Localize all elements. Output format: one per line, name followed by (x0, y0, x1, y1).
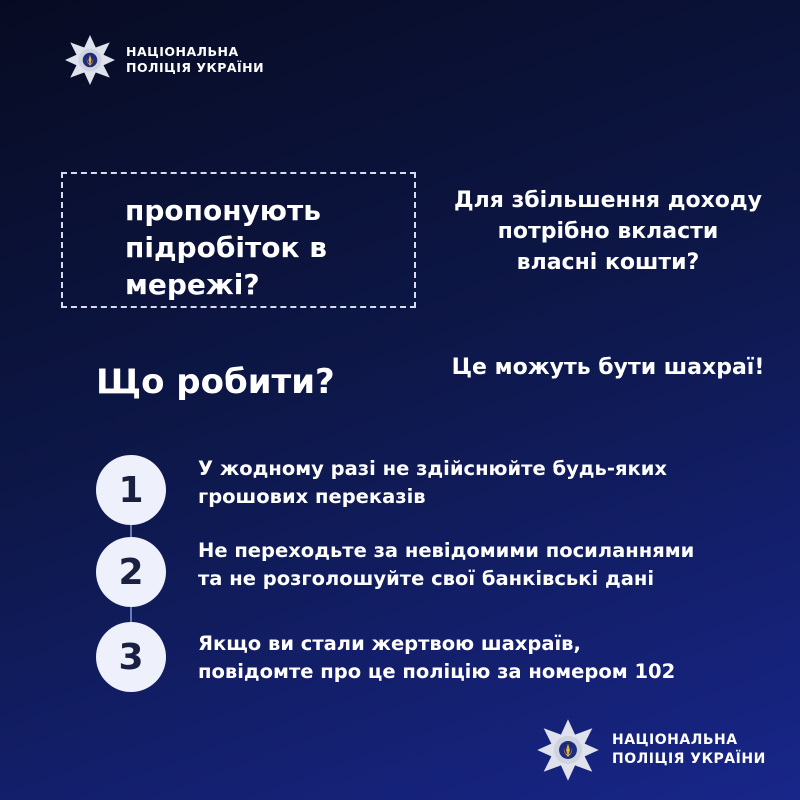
question-box (61, 172, 416, 308)
step-1-line1: У жодному разі не здійснюйте будь-яких (198, 457, 667, 480)
step-3-line2: повідомте про це поліцію за номером 102 (198, 660, 676, 683)
step-1-circle: 1 (96, 455, 166, 525)
warning-text: Це можуть бути шахраї! (451, 355, 765, 380)
side-note-line2: потрібно вкласти (497, 219, 719, 244)
side-note-line3: власні кошти? (516, 250, 700, 275)
org-name (126, 44, 264, 76)
step-1-line2: грошових переказів (198, 485, 426, 508)
org-name-line2: ПОЛІЦІЯ УКРАЇНИ (612, 751, 766, 767)
top-logo (64, 34, 264, 86)
side-note (428, 185, 788, 278)
police-emblem-icon (64, 34, 116, 86)
question-line1: пропонують (125, 194, 321, 227)
org-name-line1: НАЦІОНАЛЬНА (612, 732, 738, 748)
step-1-text (198, 455, 788, 511)
police-emblem-icon (536, 718, 600, 782)
step-2-line2: та не розголошуйте свої банківські дані (198, 567, 655, 590)
step-3-circle: 3 (96, 622, 166, 692)
step-2-circle: 2 (96, 537, 166, 607)
side-note-line1: Для збільшення доходу (454, 188, 762, 213)
org-name-line2: ПОЛІЦІЯ УКРАЇНИ (126, 60, 265, 75)
step-2-text (198, 537, 788, 593)
question-line3: мережі? (125, 268, 260, 301)
question-line2: підробіток в (125, 231, 327, 264)
org-name-line1: НАЦІОНАЛЬНА (126, 44, 239, 59)
question-text (125, 192, 405, 303)
section-title: Що робити? (96, 362, 335, 402)
step-2-line1: Не переходьте за невідомими посиланнями (198, 539, 695, 562)
step-3-line1: Якщо ви стали жертвою шахраїв, (198, 632, 581, 655)
org-name (612, 731, 766, 769)
bottom-logo (536, 718, 766, 782)
step-3-text (198, 630, 788, 686)
